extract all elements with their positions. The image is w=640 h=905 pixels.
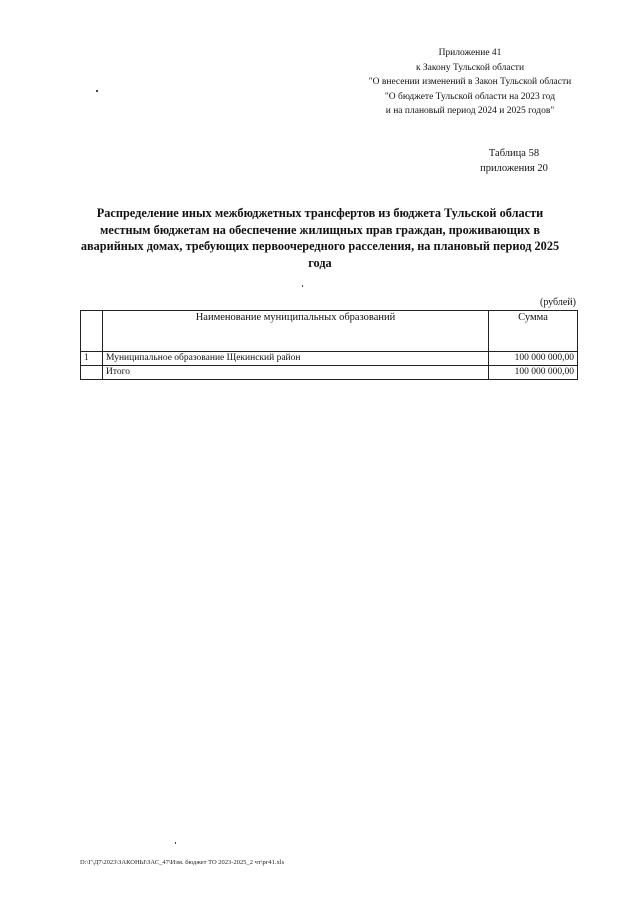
scan-speck [302,285,303,287]
title-line-1: Распределение иных межбюджетных трансфертов из бюджета Тульской области [96,206,544,220]
row-number: 1 [81,352,103,366]
total-sum: 100 000 000,00 [489,366,578,380]
document-title [70,205,570,271]
table-ref-line-2: приложения 20 [480,163,548,174]
title-line-2: местным бюджетам на обеспечение жилищных прав граждан, проживающих в [100,222,540,237]
header-number [81,311,103,352]
annex-line-4: "О бюджете Тульской области на 2023 год [384,91,556,102]
title-line-4: года [308,255,332,270]
total-number [81,366,103,380]
row-sum: 100 000 000,00 [489,352,578,366]
annex-line-3: "О внесении изменений в Закон Тульской области [368,77,572,87]
table-header-row [81,311,578,352]
table-row [81,352,578,366]
header-sum: Сумма [489,311,578,352]
units-label: (рублей) [539,297,576,308]
transfers-table [80,310,578,380]
header-name: Наименование муниципальных образований [103,311,489,352]
annex-header [340,46,600,119]
scan-speck [96,90,98,92]
table-reference [464,146,564,176]
annex-line-2: к Закону Тульской области [415,62,525,73]
total-label: Итого [103,366,489,380]
scan-speck [175,842,176,844]
row-name: Муниципальное образование Щекинский район [103,352,489,366]
title-line-3: аварийных домах, требующих первоочередного расселения, на плановый период 2025 [80,239,560,253]
annex-line-5: и на плановый период 2024 и 2025 годов" [385,106,555,116]
table-total-row [81,366,578,380]
table-ref-line-1: Таблица 58 [488,148,540,159]
annex-line-1: Приложение 41 [438,48,502,58]
file-path-footer: D:\Г\Д7\2023\ЗАКОНЫ\ЗАС_47\Изм. бюджет ТО 2023-2025_2 чт\рг41.xls [80,859,285,866]
